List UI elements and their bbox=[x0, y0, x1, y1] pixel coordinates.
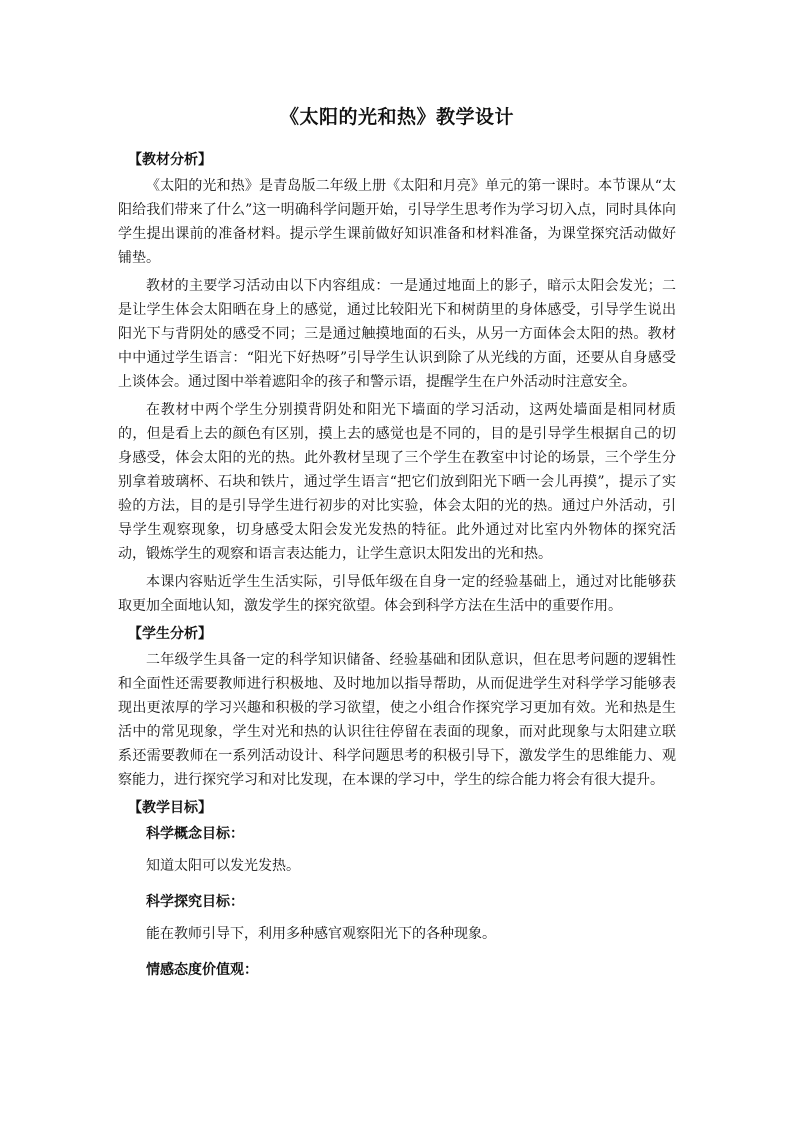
section-heading-student-analysis: 【学生分析】 bbox=[128, 626, 212, 642]
paragraph: 二年级学生具备一定的科学知识储备、经验基础和团队意识，但在思考问题的逻辑性和全面性还需要教师进行积极地、及时地加以指导帮助，从而促进学生对科学学习能够表现出更浓厚的学习兴趣和积极的学习欲望，使之小组合作探究学习更加有效。光和热是生活中的常见现象，学生对光和热的认识往往停留在表面的现象，而对此现象与太阳建立联系还需要教师在一系列活动设计、科学问题思考的积极引导下，激发学生的思维能力、观察能力，进行探究学习和对比发现，在本课的学习中，学生的综合能力将会有很大提升。 bbox=[118, 652, 676, 788]
goal-text-concept: 知道太阳可以发光发热。 bbox=[146, 858, 300, 874]
goal-text-inquiry: 能在教师引导下，利用多种感官观察阳光下的各种现象。 bbox=[146, 926, 496, 942]
paragraph: 《太阳的光和热》是青岛版二年级上册《太阳和月亮》单元的第一课时。本节课从“太阳给我们带来了什么”这一明确科学问题开始，引导学生思考作为学习切入点，同时具体向学生提出课前的准备材料。提示学生课前做好知识准备和材料准备，为课堂探究活动做好铺垫。 bbox=[118, 178, 676, 266]
paragraph: 在教材中两个学生分别摸背阴处和阳光下墙面的学习活动，这两处墙面是相同材质的，但是看上去的颜色有区别，摸上去的感觉也是不同的，目的是引导学生根据自己的切身感受，体会太阳的光的热。此外教材呈现了三个学生在教室中讨论的场景，三个学生分别拿着玻璃杯、石块和铁片，通过学生语言“把它们放到阳光下晒一会儿再摸”，提示了实验的方法，目的是引导学生进行初步的对比实验，体会太阳的光的热。通过户外活动，引导学生观察现象，切身感受太阳会发光发热的特征。此外通过对比室内外物体的探究活动，锻炼学生的观察和语言表达能力，让学生意识太阳发出的光和热。 bbox=[118, 402, 676, 562]
document-body bbox=[118, 148, 676, 990]
paragraph: 本课内容贴近学生生活实际，引导低年级在自身一定的经验基础上，通过对比能够获取更加全面地认知，激发学生的探究欲望。体会到科学方法在生活中的重要作用。 bbox=[118, 574, 676, 614]
page-title: 《太阳的光和热》教学设计 bbox=[279, 106, 514, 128]
section-heading-textbook-analysis: 【教材分析】 bbox=[128, 152, 212, 168]
paragraph: 教材的主要学习活动由以下内容组成：一是通过地面上的影子，暗示太阳会发光；二是让学生体会太阳晒在身上的感觉，通过比较阳光下和树荫里的身体感受，引导学生说出阳光下与背阴处的感受不同；三是通过触摸地面的石头，从另一方面体会太阳的热。教材中中通过学生语言：“阳光下好热呀”引导学生认识到除了从光线的方面，还要从自身感受上谈体会。通过图中举着遮阳伞的孩子和警示语，提醒学生在户外活动时注意安全。 bbox=[118, 278, 676, 390]
goal-label-inquiry: 科学探究目标： bbox=[146, 894, 244, 910]
goal-label-concept: 科学概念目标： bbox=[146, 826, 244, 842]
goal-label-attitude: 情感态度价值观： bbox=[146, 962, 258, 978]
section-heading-teaching-goals: 【教学目标】 bbox=[128, 800, 212, 816]
